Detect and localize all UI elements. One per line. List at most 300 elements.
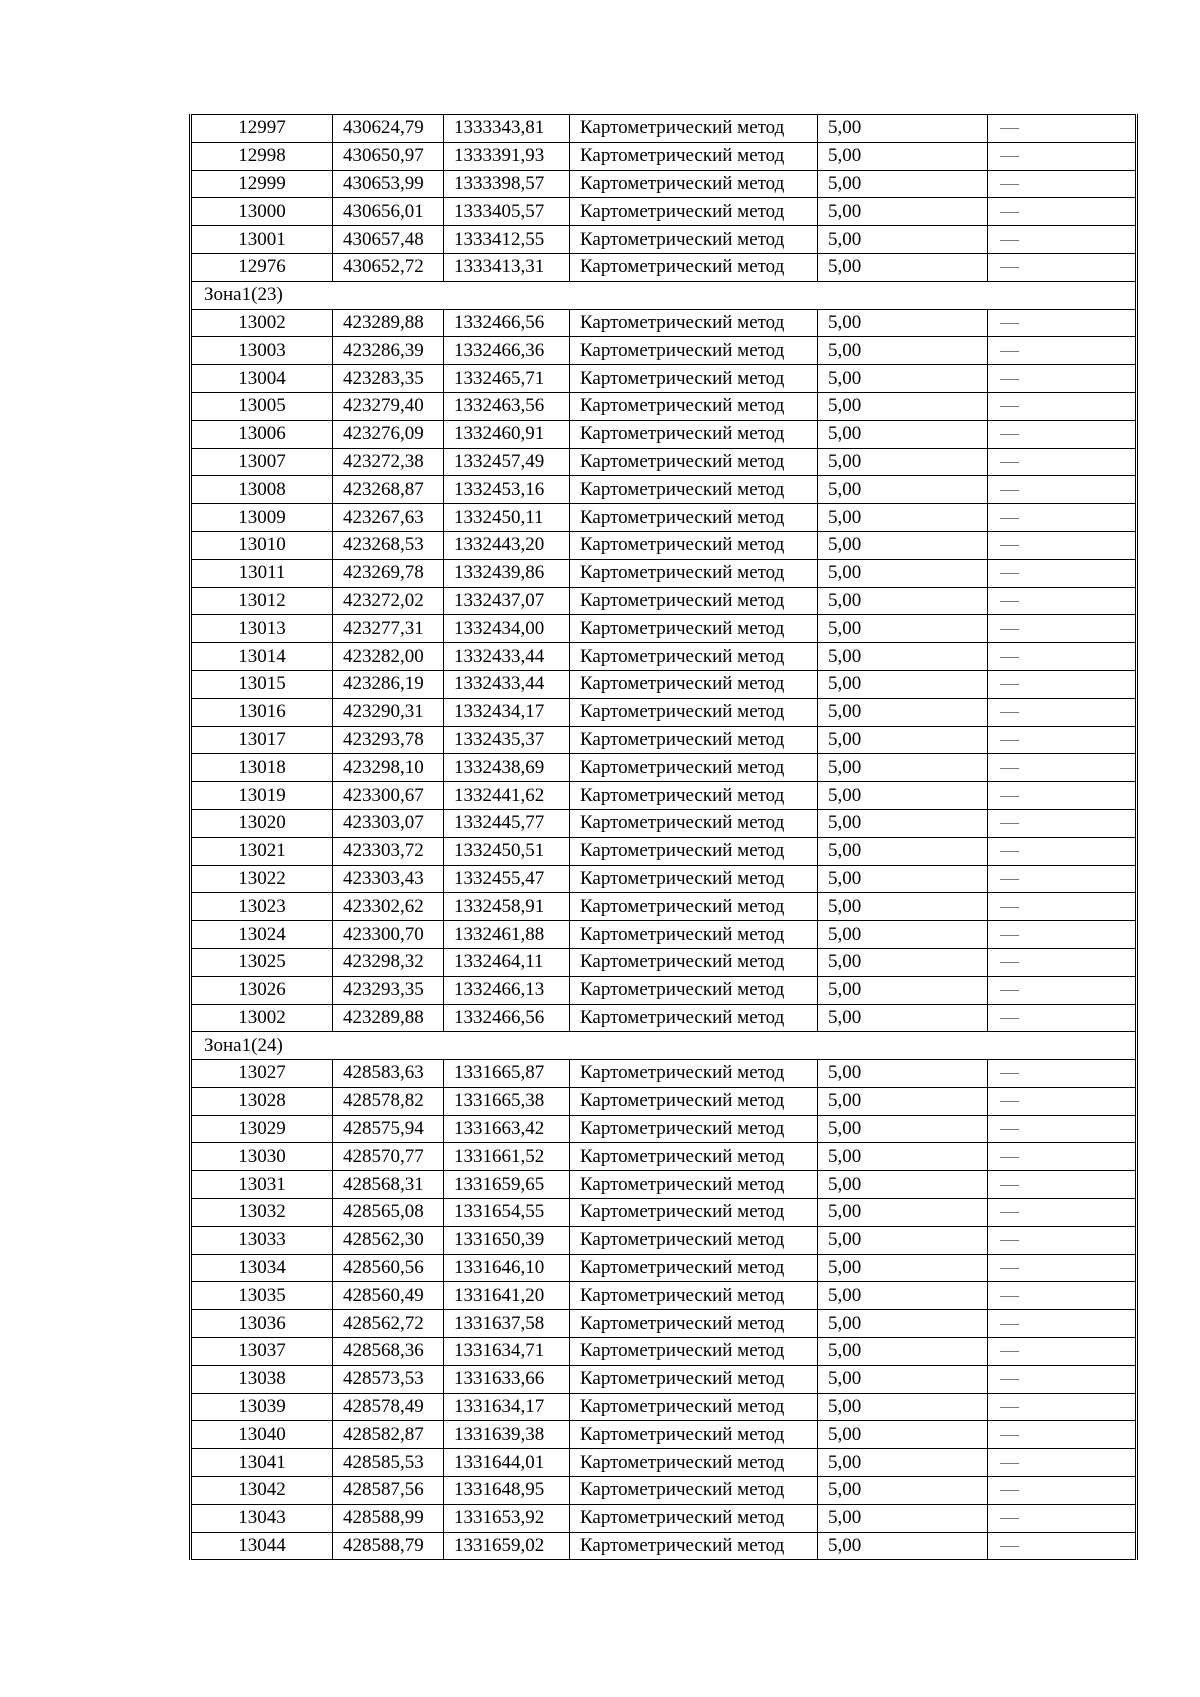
accuracy-cell: 5,00 — [818, 198, 988, 226]
description-cell: — — [988, 115, 1137, 143]
description-cell: — — [988, 1310, 1137, 1338]
table-row — [191, 1477, 1137, 1505]
x-coordinate-cell: 423303,43 — [333, 865, 444, 893]
table-row — [191, 1421, 1137, 1449]
method-cell: Картометрический метод — [570, 1199, 818, 1227]
y-coordinate-cell: 1331648,95 — [444, 1477, 570, 1505]
accuracy-cell: 5,00 — [818, 921, 988, 949]
accuracy-cell: 5,00 — [818, 448, 988, 476]
y-coordinate-cell: 1332466,56 — [444, 1004, 570, 1032]
table-row — [191, 337, 1137, 365]
y-coordinate-cell: 1331633,66 — [444, 1365, 570, 1393]
point-number-cell: 13004 — [191, 365, 333, 393]
description-cell: — — [988, 170, 1137, 198]
table-row — [191, 226, 1137, 254]
point-number-cell: 13030 — [191, 1143, 333, 1171]
y-coordinate-cell: 1331654,55 — [444, 1199, 570, 1227]
method-cell: Картометрический метод — [570, 782, 818, 810]
point-number-cell: 13002 — [191, 309, 333, 337]
accuracy-cell: 5,00 — [818, 365, 988, 393]
x-coordinate-cell: 423303,07 — [333, 809, 444, 837]
description-cell: — — [988, 1226, 1137, 1254]
description-cell: — — [988, 559, 1137, 587]
point-number-cell: 13035 — [191, 1282, 333, 1310]
point-number-cell: 13033 — [191, 1226, 333, 1254]
description-cell: — — [988, 1393, 1137, 1421]
method-cell: Картометрический метод — [570, 643, 818, 671]
method-cell: Картометрический метод — [570, 337, 818, 365]
table-row — [191, 531, 1137, 559]
accuracy-cell: 5,00 — [818, 1004, 988, 1032]
accuracy-cell: 5,00 — [818, 976, 988, 1004]
description-cell: — — [988, 142, 1137, 170]
y-coordinate-cell: 1331653,92 — [444, 1504, 570, 1532]
table-row — [191, 643, 1137, 671]
point-number-cell: 13009 — [191, 504, 333, 532]
accuracy-cell: 5,00 — [818, 809, 988, 837]
x-coordinate-cell: 423276,09 — [333, 420, 444, 448]
method-cell: Картометрический метод — [570, 253, 818, 281]
y-coordinate-cell: 1331659,02 — [444, 1532, 570, 1560]
description-cell: — — [988, 1254, 1137, 1282]
description-cell: — — [988, 948, 1137, 976]
description-cell: — — [988, 1115, 1137, 1143]
table-row — [191, 1060, 1137, 1088]
accuracy-cell: 5,00 — [818, 1060, 988, 1088]
description-cell: — — [988, 226, 1137, 254]
point-number-cell: 13031 — [191, 1171, 333, 1199]
accuracy-cell: 5,00 — [818, 1254, 988, 1282]
zone-header-row — [191, 1032, 1137, 1060]
accuracy-cell: 5,00 — [818, 504, 988, 532]
table-row — [191, 420, 1137, 448]
x-coordinate-cell: 428560,49 — [333, 1282, 444, 1310]
y-coordinate-cell: 1332435,37 — [444, 726, 570, 754]
description-cell: — — [988, 837, 1137, 865]
point-number-cell: 13007 — [191, 448, 333, 476]
description-cell: — — [988, 198, 1137, 226]
x-coordinate-cell: 428573,53 — [333, 1365, 444, 1393]
y-coordinate-cell: 1332458,91 — [444, 893, 570, 921]
description-cell: — — [988, 476, 1137, 504]
description-cell: — — [988, 1477, 1137, 1505]
y-coordinate-cell: 1331639,38 — [444, 1421, 570, 1449]
y-coordinate-cell: 1333405,57 — [444, 198, 570, 226]
method-cell: Картометрический метод — [570, 226, 818, 254]
accuracy-cell: 5,00 — [818, 1532, 988, 1560]
y-coordinate-cell: 1332464,11 — [444, 948, 570, 976]
description-cell: — — [988, 1143, 1137, 1171]
description-cell: — — [988, 893, 1137, 921]
x-coordinate-cell: 428587,56 — [333, 1477, 444, 1505]
y-coordinate-cell: 1331641,20 — [444, 1282, 570, 1310]
description-cell: — — [988, 1199, 1137, 1227]
method-cell: Картометрический метод — [570, 1477, 818, 1505]
accuracy-cell: 5,00 — [818, 1199, 988, 1227]
y-coordinate-cell: 1332460,91 — [444, 420, 570, 448]
y-coordinate-cell: 1332463,56 — [444, 392, 570, 420]
method-cell: Картометрический метод — [570, 1421, 818, 1449]
accuracy-cell: 5,00 — [818, 893, 988, 921]
method-cell: Картометрический метод — [570, 559, 818, 587]
y-coordinate-cell: 1332466,56 — [444, 309, 570, 337]
y-coordinate-cell: 1331661,52 — [444, 1143, 570, 1171]
method-cell: Картометрический метод — [570, 726, 818, 754]
point-number-cell: 13032 — [191, 1199, 333, 1227]
x-coordinate-cell: 423300,70 — [333, 921, 444, 949]
point-number-cell: 13042 — [191, 1477, 333, 1505]
accuracy-cell: 5,00 — [818, 253, 988, 281]
table-row — [191, 1393, 1137, 1421]
x-coordinate-cell: 428562,72 — [333, 1310, 444, 1338]
accuracy-cell: 5,00 — [818, 1393, 988, 1421]
x-coordinate-cell: 428585,53 — [333, 1449, 444, 1477]
method-cell: Картометрический метод — [570, 309, 818, 337]
description-cell: — — [988, 309, 1137, 337]
point-number-cell: 13019 — [191, 782, 333, 810]
accuracy-cell: 5,00 — [818, 643, 988, 671]
y-coordinate-cell: 1333343,81 — [444, 115, 570, 143]
y-coordinate-cell: 1331665,38 — [444, 1087, 570, 1115]
table-row — [191, 670, 1137, 698]
point-number-cell: 13027 — [191, 1060, 333, 1088]
x-coordinate-cell: 423268,53 — [333, 531, 444, 559]
method-cell: Картометрический метод — [570, 921, 818, 949]
table-row — [191, 1171, 1137, 1199]
x-coordinate-cell: 428588,79 — [333, 1532, 444, 1560]
method-cell: Картометрический метод — [570, 504, 818, 532]
y-coordinate-cell: 1332439,86 — [444, 559, 570, 587]
table-row — [191, 615, 1137, 643]
method-cell: Картометрический метод — [570, 1449, 818, 1477]
point-number-cell: 13014 — [191, 643, 333, 671]
description-cell: — — [988, 643, 1137, 671]
accuracy-cell: 5,00 — [818, 392, 988, 420]
method-cell: Картометрический метод — [570, 198, 818, 226]
x-coordinate-cell: 423282,00 — [333, 643, 444, 671]
accuracy-cell: 5,00 — [818, 1171, 988, 1199]
table-row — [191, 976, 1137, 1004]
point-number-cell: 13008 — [191, 476, 333, 504]
method-cell: Картометрический метод — [570, 865, 818, 893]
accuracy-cell: 5,00 — [818, 1365, 988, 1393]
accuracy-cell: 5,00 — [818, 670, 988, 698]
method-cell: Картометрический метод — [570, 1004, 818, 1032]
x-coordinate-cell: 428560,56 — [333, 1254, 444, 1282]
point-number-cell: 13022 — [191, 865, 333, 893]
y-coordinate-cell: 1332433,44 — [444, 670, 570, 698]
accuracy-cell: 5,00 — [818, 837, 988, 865]
x-coordinate-cell: 423283,35 — [333, 365, 444, 393]
description-cell: — — [988, 1087, 1137, 1115]
x-coordinate-cell: 423267,63 — [333, 504, 444, 532]
y-coordinate-cell: 1333391,93 — [444, 142, 570, 170]
table-row — [191, 253, 1137, 281]
description-cell: — — [988, 1365, 1137, 1393]
accuracy-cell: 5,00 — [818, 1226, 988, 1254]
accuracy-cell: 5,00 — [818, 337, 988, 365]
table-row — [191, 1310, 1137, 1338]
accuracy-cell: 5,00 — [818, 698, 988, 726]
description-cell: — — [988, 448, 1137, 476]
description-cell: — — [988, 976, 1137, 1004]
x-coordinate-cell: 423272,38 — [333, 448, 444, 476]
method-cell: Картометрический метод — [570, 698, 818, 726]
accuracy-cell: 5,00 — [818, 420, 988, 448]
y-coordinate-cell: 1331659,65 — [444, 1171, 570, 1199]
point-number-cell: 13024 — [191, 921, 333, 949]
x-coordinate-cell: 428578,49 — [333, 1393, 444, 1421]
y-coordinate-cell: 1331646,10 — [444, 1254, 570, 1282]
description-cell: — — [988, 1421, 1137, 1449]
method-cell: Картометрический метод — [570, 365, 818, 393]
description-cell: — — [988, 782, 1137, 810]
method-cell: Картометрический метод — [570, 587, 818, 615]
description-cell: — — [988, 921, 1137, 949]
y-coordinate-cell: 1332457,49 — [444, 448, 570, 476]
point-number-cell: 13026 — [191, 976, 333, 1004]
accuracy-cell: 5,00 — [818, 865, 988, 893]
description-cell: — — [988, 865, 1137, 893]
table-row — [191, 921, 1137, 949]
table-row — [191, 1087, 1137, 1115]
y-coordinate-cell: 1332434,17 — [444, 698, 570, 726]
table-row — [191, 1365, 1137, 1393]
method-cell: Картометрический метод — [570, 1338, 818, 1366]
y-coordinate-cell: 1333398,57 — [444, 170, 570, 198]
method-cell: Картометрический метод — [570, 1282, 818, 1310]
table-row — [191, 365, 1137, 393]
method-cell: Картометрический метод — [570, 142, 818, 170]
x-coordinate-cell: 423303,72 — [333, 837, 444, 865]
description-cell: — — [988, 365, 1137, 393]
table-row — [191, 504, 1137, 532]
description-cell: — — [988, 1504, 1137, 1532]
table-row — [191, 1115, 1137, 1143]
x-coordinate-cell: 423289,88 — [333, 309, 444, 337]
method-cell: Картометрический метод — [570, 893, 818, 921]
x-coordinate-cell: 430657,48 — [333, 226, 444, 254]
x-coordinate-cell: 428582,87 — [333, 1421, 444, 1449]
description-cell: — — [988, 1449, 1137, 1477]
table-row — [191, 1282, 1137, 1310]
point-number-cell: 13039 — [191, 1393, 333, 1421]
point-number-cell: 13002 — [191, 1004, 333, 1032]
table-row — [191, 476, 1137, 504]
table-row — [191, 115, 1137, 143]
description-cell: — — [988, 726, 1137, 754]
table-row — [191, 837, 1137, 865]
coordinates-table — [189, 114, 1138, 1560]
accuracy-cell: 5,00 — [818, 170, 988, 198]
x-coordinate-cell: 430656,01 — [333, 198, 444, 226]
description-cell: — — [988, 1338, 1137, 1366]
y-coordinate-cell: 1332453,16 — [444, 476, 570, 504]
method-cell: Картометрический метод — [570, 754, 818, 782]
y-coordinate-cell: 1331637,58 — [444, 1310, 570, 1338]
table-row — [191, 1504, 1137, 1532]
description-cell: — — [988, 670, 1137, 698]
x-coordinate-cell: 430653,99 — [333, 170, 444, 198]
point-number-cell: 13015 — [191, 670, 333, 698]
y-coordinate-cell: 1332433,44 — [444, 643, 570, 671]
method-cell: Картометрический метод — [570, 1365, 818, 1393]
point-number-cell: 12976 — [191, 253, 333, 281]
y-coordinate-cell: 1332437,07 — [444, 587, 570, 615]
table-row — [191, 1254, 1137, 1282]
method-cell: Картометрический метод — [570, 392, 818, 420]
point-number-cell: 12998 — [191, 142, 333, 170]
accuracy-cell: 5,00 — [818, 1087, 988, 1115]
x-coordinate-cell: 423272,02 — [333, 587, 444, 615]
point-number-cell: 13010 — [191, 531, 333, 559]
table-row — [191, 1449, 1137, 1477]
x-coordinate-cell: 423269,78 — [333, 559, 444, 587]
method-cell: Картометрический метод — [570, 670, 818, 698]
accuracy-cell: 5,00 — [818, 142, 988, 170]
point-number-cell: 12997 — [191, 115, 333, 143]
description-cell: — — [988, 1004, 1137, 1032]
table-row — [191, 448, 1137, 476]
point-number-cell: 13041 — [191, 1449, 333, 1477]
method-cell: Картометрический метод — [570, 1254, 818, 1282]
y-coordinate-cell: 1332445,77 — [444, 809, 570, 837]
accuracy-cell: 5,00 — [818, 531, 988, 559]
description-cell: — — [988, 1171, 1137, 1199]
accuracy-cell: 5,00 — [818, 226, 988, 254]
table-row — [191, 865, 1137, 893]
table-row — [191, 142, 1137, 170]
table-row — [191, 587, 1137, 615]
table-row — [191, 698, 1137, 726]
method-cell: Картометрический метод — [570, 420, 818, 448]
accuracy-cell: 5,00 — [818, 782, 988, 810]
point-number-cell: 13018 — [191, 754, 333, 782]
y-coordinate-cell: 1332465,71 — [444, 365, 570, 393]
y-coordinate-cell: 1331650,39 — [444, 1226, 570, 1254]
method-cell: Картометрический метод — [570, 170, 818, 198]
y-coordinate-cell: 1332450,11 — [444, 504, 570, 532]
table-row — [191, 1143, 1137, 1171]
x-coordinate-cell: 423293,35 — [333, 976, 444, 1004]
y-coordinate-cell: 1331644,01 — [444, 1449, 570, 1477]
description-cell: — — [988, 392, 1137, 420]
x-coordinate-cell: 430652,72 — [333, 253, 444, 281]
accuracy-cell: 5,00 — [818, 1143, 988, 1171]
accuracy-cell: 5,00 — [818, 1282, 988, 1310]
method-cell: Картометрический метод — [570, 809, 818, 837]
accuracy-cell: 5,00 — [818, 476, 988, 504]
description-cell: — — [988, 1282, 1137, 1310]
x-coordinate-cell: 428583,63 — [333, 1060, 444, 1088]
table-row — [191, 809, 1137, 837]
x-coordinate-cell: 428570,77 — [333, 1143, 444, 1171]
x-coordinate-cell: 428578,82 — [333, 1087, 444, 1115]
accuracy-cell: 5,00 — [818, 1477, 988, 1505]
x-coordinate-cell: 423286,19 — [333, 670, 444, 698]
x-coordinate-cell: 428562,30 — [333, 1226, 444, 1254]
point-number-cell: 13023 — [191, 893, 333, 921]
accuracy-cell: 5,00 — [818, 754, 988, 782]
x-coordinate-cell: 423286,39 — [333, 337, 444, 365]
table-row — [191, 782, 1137, 810]
method-cell: Картометрический метод — [570, 615, 818, 643]
point-number-cell: 13017 — [191, 726, 333, 754]
method-cell: Картометрический метод — [570, 1060, 818, 1088]
accuracy-cell: 5,00 — [818, 1449, 988, 1477]
method-cell: Картометрический метод — [570, 1087, 818, 1115]
method-cell: Картометрический метод — [570, 448, 818, 476]
accuracy-cell: 5,00 — [818, 587, 988, 615]
x-coordinate-cell: 423302,62 — [333, 893, 444, 921]
x-coordinate-cell: 430650,97 — [333, 142, 444, 170]
point-number-cell: 13016 — [191, 698, 333, 726]
y-coordinate-cell: 1332450,51 — [444, 837, 570, 865]
accuracy-cell: 5,00 — [818, 1504, 988, 1532]
table-row — [191, 1199, 1137, 1227]
zone-header-row — [191, 281, 1137, 309]
description-cell: — — [988, 809, 1137, 837]
accuracy-cell: 5,00 — [818, 115, 988, 143]
accuracy-cell: 5,00 — [818, 615, 988, 643]
accuracy-cell: 5,00 — [818, 309, 988, 337]
accuracy-cell: 5,00 — [818, 726, 988, 754]
x-coordinate-cell: 423279,40 — [333, 392, 444, 420]
accuracy-cell: 5,00 — [818, 1310, 988, 1338]
point-number-cell: 13038 — [191, 1365, 333, 1393]
description-cell: — — [988, 531, 1137, 559]
point-number-cell: 13005 — [191, 392, 333, 420]
method-cell: Картометрический метод — [570, 531, 818, 559]
y-coordinate-cell: 1332455,47 — [444, 865, 570, 893]
y-coordinate-cell: 1331634,71 — [444, 1338, 570, 1366]
x-coordinate-cell: 423298,32 — [333, 948, 444, 976]
table-row — [191, 309, 1137, 337]
table-row — [191, 948, 1137, 976]
method-cell: Картометрический метод — [570, 1143, 818, 1171]
x-coordinate-cell: 430624,79 — [333, 115, 444, 143]
x-coordinate-cell: 428568,31 — [333, 1171, 444, 1199]
y-coordinate-cell: 1332434,00 — [444, 615, 570, 643]
table-row — [191, 726, 1137, 754]
description-cell: — — [988, 337, 1137, 365]
method-cell: Картометрический метод — [570, 1532, 818, 1560]
y-coordinate-cell: 1332466,13 — [444, 976, 570, 1004]
point-number-cell: 13043 — [191, 1504, 333, 1532]
point-number-cell: 13013 — [191, 615, 333, 643]
x-coordinate-cell: 423289,88 — [333, 1004, 444, 1032]
method-cell: Картометрический метод — [570, 1171, 818, 1199]
point-number-cell: 13029 — [191, 1115, 333, 1143]
x-coordinate-cell: 423298,10 — [333, 754, 444, 782]
point-number-cell: 13020 — [191, 809, 333, 837]
point-number-cell: 13037 — [191, 1338, 333, 1366]
method-cell: Картометрический метод — [570, 1504, 818, 1532]
point-number-cell: 13000 — [191, 198, 333, 226]
accuracy-cell: 5,00 — [818, 948, 988, 976]
table-row — [191, 754, 1137, 782]
method-cell: Картометрический метод — [570, 1115, 818, 1143]
x-coordinate-cell: 423277,31 — [333, 615, 444, 643]
method-cell: Картометрический метод — [570, 976, 818, 1004]
point-number-cell: 13034 — [191, 1254, 333, 1282]
point-number-cell: 12999 — [191, 170, 333, 198]
y-coordinate-cell: 1333413,31 — [444, 253, 570, 281]
point-number-cell: 13011 — [191, 559, 333, 587]
point-number-cell: 13025 — [191, 948, 333, 976]
x-coordinate-cell: 423300,67 — [333, 782, 444, 810]
x-coordinate-cell: 423268,87 — [333, 476, 444, 504]
